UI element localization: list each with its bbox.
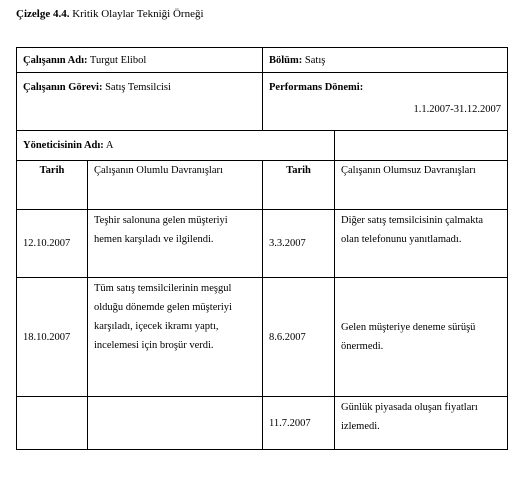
employee-name-row (17, 48, 508, 73)
table-row (17, 210, 508, 278)
negative-date-cell: 8.6.2007 (263, 278, 335, 397)
employee-role-cell (17, 73, 263, 131)
employee-role-label: Çalışanın Görevi: (23, 82, 103, 93)
positive-date-cell: 18.10.2007 (17, 278, 88, 397)
negative-behavior-cell: Günlük piyasada oluşan fiyatları izlemedi. (335, 397, 508, 450)
employee-role-value: Satış Temsilcisi (105, 82, 171, 93)
performance-period-label: Performans Dönemi: (269, 82, 364, 93)
manager-value: A (105, 140, 114, 151)
positive-header: Çalışanın Olumlu Davranışları (88, 161, 263, 210)
positive-date-cell (17, 397, 88, 450)
manager-label: Yöneticisinin Adı: (23, 140, 104, 151)
caption-number: Çizelge 4.4. (16, 8, 70, 20)
table-row (17, 397, 508, 450)
negative-header: Çalışanın Olumsuz Davranışları (335, 161, 508, 210)
date-header-1: Tarih (17, 161, 88, 210)
table-caption (16, 8, 204, 20)
negative-behavior-cell: Gelen müşteriye deneme sürüşü önermedi. (335, 278, 508, 397)
manager-empty-cell (335, 131, 508, 161)
date-header-2: Tarih (263, 161, 335, 210)
department-label: Bölüm: (269, 55, 303, 66)
employee-name-value: Turgut Elibol (89, 55, 147, 66)
performance-period-value: 1.1.2007-31.12.2007 (413, 104, 502, 115)
negative-behavior-cell: Diğer satış temsilcisinin çalmakta olan telefonunu yanıtlamadı. (335, 210, 508, 278)
column-header-row (17, 161, 508, 210)
positive-behavior-cell: Tüm satış temsilcilerinin meşgul olduğu dönemde gelen müşteriyi karşıladı, içecek ikramı yaptı, incelemesi için broşür verdi. (88, 278, 263, 397)
negative-date-cell: 11.7.2007 (263, 397, 335, 450)
department-value: Satış (304, 55, 326, 66)
negative-date-cell: 3.3.2007 (263, 210, 335, 278)
employee-name-label: Çalışanın Adı: (23, 55, 88, 66)
positive-behavior-cell: Teşhir salonuna gelen müşteriyi hemen karşıladı ve ilgilendi. (88, 210, 263, 278)
positive-behavior-cell (88, 397, 263, 450)
manager-row (17, 131, 508, 161)
table-row (17, 278, 508, 397)
employee-name-cell (17, 48, 263, 73)
critical-incidents-table (16, 47, 508, 450)
manager-cell (17, 131, 335, 161)
caption-title: Kritik Olaylar Tekniği Örneği (72, 8, 204, 20)
role-period-row (17, 73, 508, 131)
department-cell (263, 48, 508, 73)
performance-period-cell (263, 73, 508, 131)
positive-date-cell: 12.10.2007 (17, 210, 88, 278)
